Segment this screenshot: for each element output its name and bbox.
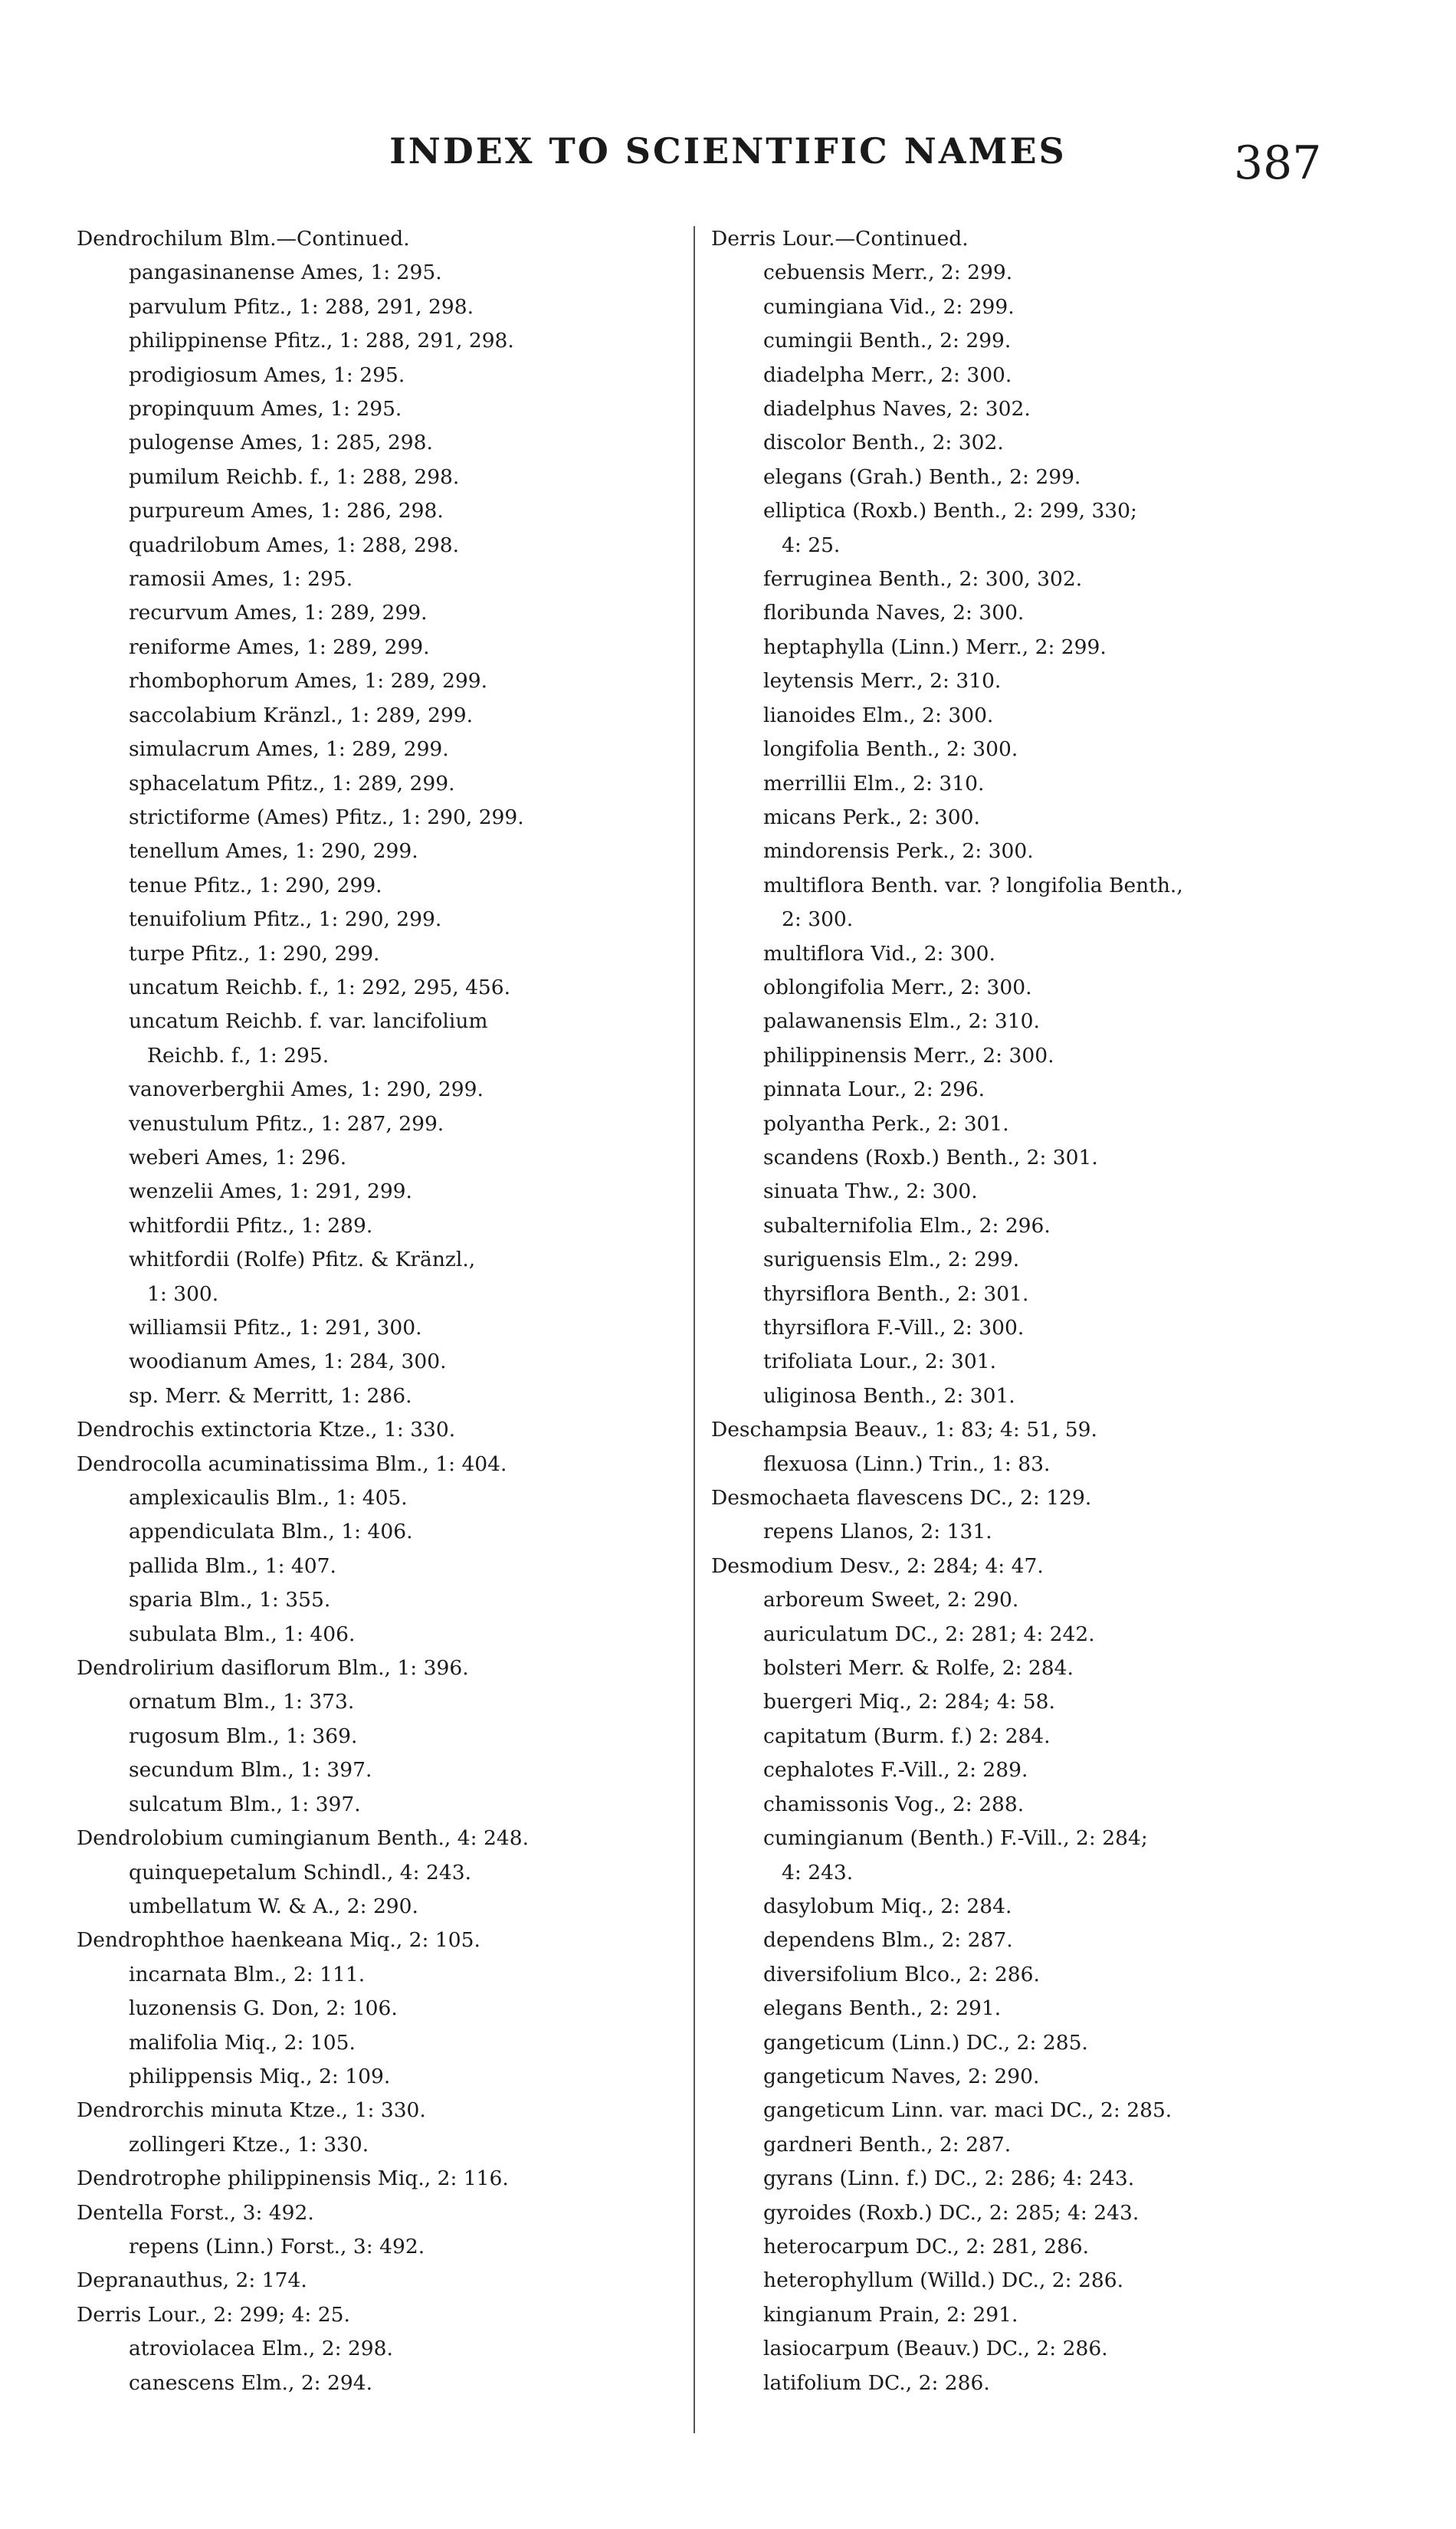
- index-subentry: oblongifolia Merr., 2: 300.: [763, 975, 1032, 999]
- index-subentry: scandens (Roxb.) Benth., 2: 301.: [763, 1145, 1098, 1169]
- index-subentry: thyrsiflora F.-Vill., 2: 300.: [763, 1316, 1025, 1340]
- index-subentry: zollingeri Ktze., 1: 330.: [129, 2132, 369, 2157]
- index-entry: Dendrotrophe philippinensis Miq., 2: 116.: [77, 2167, 509, 2191]
- index-subentry: tenue Pfitz., 1: 290, 299.: [129, 873, 382, 897]
- index-subentry: flexuosa (Linn.) Trin., 1: 83.: [763, 1451, 1051, 1476]
- index-entry: Dentella Forst., 3: 492.: [77, 2200, 314, 2225]
- index-subentry: recurvum Ames, 1: 289, 299.: [129, 601, 428, 625]
- index-subentry: auriculatum DC., 2: 281; 4: 242.: [763, 1622, 1095, 1646]
- index-subentry: luzonensis G. Don, 2: 106.: [129, 1996, 398, 2021]
- index-entry: Dendrocolla acuminatissima Blm., 1: 404.: [77, 1451, 507, 1476]
- index-subentry: cephalotes F.-Vill., 2: 289.: [763, 1758, 1028, 1783]
- index-subentry: strictiforme (Ames) Pfitz., 1: 290, 299.: [129, 805, 524, 829]
- index-subentry: canescens Elm., 2: 294.: [129, 2370, 373, 2395]
- index-subentry: reniforme Ames, 1: 289, 299.: [129, 635, 430, 659]
- index-subentry: incarnata Blm., 2: 111.: [129, 1962, 366, 1986]
- index-subentry: propinquum Ames, 1: 295.: [129, 397, 402, 422]
- index-subentry: atroviolacea Elm., 2: 298.: [129, 2337, 393, 2361]
- index-subentry: mindorensis Perk., 2: 300.: [763, 839, 1034, 864]
- index-subentry: uliginosa Benth., 2: 301.: [763, 1383, 1015, 1408]
- index-subentry: weberi Ames, 1: 296.: [129, 1145, 347, 1169]
- index-subentry: lianoides Elm., 2: 300.: [763, 703, 994, 727]
- index-subentry: discolor Benth., 2: 302.: [763, 431, 1004, 455]
- index-subentry: repens Llanos, 2: 131.: [763, 1520, 992, 1544]
- index-subentry: dasylobum Miq., 2: 284.: [763, 1894, 1012, 1918]
- index-subentry: multiflora Benth. var. ? longifolia Benth.,: [763, 873, 1183, 897]
- index-subentry: sphacelatum Pfitz., 1: 289, 299.: [129, 771, 455, 795]
- index-subentry: sulcatum Blm., 1: 397.: [129, 1792, 361, 1816]
- index-continuation: 4: 25.: [782, 533, 841, 557]
- index-subentry: parvulum Pfitz., 1: 288, 291, 298.: [129, 294, 474, 319]
- index-entry: Derris Lour., 2: 299; 4: 25.: [77, 2302, 350, 2327]
- index-subentry: gyrans (Linn. f.) DC., 2: 286; 4: 243.: [763, 2167, 1135, 2191]
- index-entry: Dendrochilum Blm.—Continued.: [77, 227, 410, 251]
- index-subentry: suriguensis Elm., 2: 299.: [763, 1248, 1020, 1272]
- page-title: INDEX TO SCIENTIFIC NAMES: [389, 130, 1067, 172]
- index-subentry: venustulum Pfitz., 1: 287, 299.: [129, 1111, 444, 1136]
- index-entry: Desmochaeta flavescens DC., 2: 129.: [711, 1486, 1092, 1511]
- index-subentry: uncatum Reichb. f., 1: 292, 295, 456.: [129, 975, 511, 999]
- index-subentry: repens (Linn.) Forst., 3: 492.: [129, 2234, 425, 2258]
- index-subentry: pumilum Reichb. f., 1: 288, 298.: [129, 464, 460, 489]
- index-subentry: buergeri Miq., 2: 284; 4: 58.: [763, 1690, 1055, 1714]
- index-subentry: leytensis Merr., 2: 310.: [763, 669, 1002, 694]
- index-subentry: heterocarpum DC., 2: 281, 286.: [763, 2234, 1090, 2258]
- index-subentry: whitfordii Pfitz., 1: 289.: [129, 1213, 373, 1238]
- index-subentry: ornatum Blm., 1: 373.: [129, 1690, 355, 1714]
- index-entry: Derris Lour.—Continued.: [711, 227, 969, 251]
- index-subentry: gangeticum (Linn.) DC., 2: 285.: [763, 2030, 1088, 2055]
- index-entry: Dendrolirium dasiflorum Blm., 1: 396.: [77, 1656, 469, 1681]
- index-subentry: gardneri Benth., 2: 287.: [763, 2132, 1012, 2157]
- index-column-left: [77, 222, 682, 2400]
- index-subentry: secundum Blm., 1: 397.: [129, 1758, 372, 1783]
- index-subentry: subalternifolia Elm., 2: 296.: [763, 1213, 1051, 1238]
- index-subentry: cumingiana Vid., 2: 299.: [763, 294, 1015, 319]
- index-subentry: heptaphylla (Linn.) Merr., 2: 299.: [763, 635, 1107, 659]
- index-subentry: diadelpha Merr., 2: 300.: [763, 362, 1012, 387]
- index-subentry: sparia Blm., 1: 355.: [129, 1588, 331, 1612]
- index-subentry: elliptica (Roxb.) Benth., 2: 299, 330;: [763, 499, 1137, 523]
- index-subentry: pallida Blm., 1: 407.: [129, 1553, 336, 1578]
- index-subentry: gyroides (Roxb.) DC., 2: 285; 4: 243.: [763, 2200, 1140, 2225]
- index-subentry: latifolium DC., 2: 286.: [763, 2370, 990, 2395]
- index-subentry: tenuifolium Pfitz., 1: 290, 299.: [129, 907, 442, 932]
- index-subentry: multiflora Vid., 2: 300.: [763, 941, 995, 966]
- index-continuation: 4: 243.: [782, 1860, 854, 1884]
- index-subentry: gangeticum Naves, 2: 290.: [763, 2064, 1040, 2088]
- index-subentry: philippinensis Merr., 2: 300.: [763, 1043, 1054, 1068]
- index-entry: Dendrophthoe haenkeana Miq., 2: 105.: [77, 1928, 480, 1953]
- index-subentry: tenellum Ames, 1: 290, 299.: [129, 839, 418, 864]
- index-subentry: kingianum Prain, 2: 291.: [763, 2302, 1018, 2327]
- index-subentry: heterophyllum (Willd.) DC., 2: 286.: [763, 2268, 1124, 2293]
- index-subentry: rugosum Blm., 1: 369.: [129, 1724, 358, 1748]
- index-entry: Depranauthus, 2: 174.: [77, 2268, 307, 2293]
- index-subentry: uncatum Reichb. f. var. lancifolium: [129, 1009, 488, 1034]
- index-subentry: williamsii Pfitz., 1: 291, 300.: [129, 1316, 422, 1340]
- index-subentry: philippensis Miq., 2: 109.: [129, 2064, 391, 2088]
- index-subentry: pulogense Ames, 1: 285, 298.: [129, 431, 433, 455]
- index-subentry: appendiculata Blm., 1: 406.: [129, 1520, 413, 1544]
- index-subentry: whitfordii (Rolfe) Pfitz. & Kränzl.,: [129, 1248, 476, 1272]
- index-subentry: micans Perk., 2: 300.: [763, 805, 980, 829]
- index-entry: Desmodium Desv., 2: 284; 4: 47.: [711, 1553, 1044, 1578]
- index-subentry: sp. Merr. & Merritt, 1: 286.: [129, 1383, 412, 1408]
- index-entry: Dendrorchis minuta Ktze., 1: 330.: [77, 2098, 426, 2123]
- index-subentry: arboreum Sweet, 2: 290.: [763, 1588, 1019, 1612]
- index-subentry: chamissonis Vog., 2: 288.: [763, 1792, 1025, 1816]
- index-subentry: subulata Blm., 1: 406.: [129, 1622, 356, 1646]
- index-subentry: longifolia Benth., 2: 300.: [763, 737, 1018, 762]
- index-subentry: cumingianum (Benth.) F.-Vill., 2: 284;: [763, 1826, 1148, 1851]
- index-subentry: rhombophorum Ames, 1: 289, 299.: [129, 669, 488, 694]
- index-subentry: amplexicaulis Blm., 1: 405.: [129, 1486, 408, 1511]
- index-continuation: Reichb. f., 1: 295.: [147, 1043, 330, 1068]
- index-subentry: elegans Benth., 2: 291.: [763, 1996, 1002, 2021]
- index-subentry: diadelphus Naves, 2: 302.: [763, 397, 1031, 422]
- index-subentry: sinuata Thw., 2: 300.: [763, 1179, 978, 1204]
- index-subentry: umbellatum W. & A., 2: 290.: [129, 1894, 418, 1918]
- index-subentry: wenzelii Ames, 1: 291, 299.: [129, 1179, 412, 1204]
- index-subentry: quadrilobum Ames, 1: 288, 298.: [129, 533, 459, 557]
- index-subentry: cebuensis Merr., 2: 299.: [763, 261, 1013, 285]
- index-subentry: ramosii Ames, 1: 295.: [129, 567, 353, 592]
- index-entry: Deschampsia Beauv., 1: 83; 4: 51, 59.: [711, 1418, 1097, 1442]
- index-subentry: woodianum Ames, 1: 284, 300.: [129, 1350, 447, 1374]
- index-subentry: quinquepetalum Schindl., 4: 243.: [129, 1860, 472, 1884]
- index-subentry: prodigiosum Ames, 1: 295.: [129, 362, 405, 387]
- index-continuation: 1: 300.: [147, 1281, 219, 1306]
- index-subentry: bolsteri Merr. & Rolfe, 2: 284.: [763, 1656, 1074, 1681]
- index-subentry: gangeticum Linn. var. maci DC., 2: 285.: [763, 2098, 1172, 2123]
- index-subentry: merrillii Elm., 2: 310.: [763, 771, 985, 795]
- index-subentry: dependens Blm., 2: 287.: [763, 1928, 1013, 1953]
- index-column-right: [711, 222, 1324, 2400]
- index-subentry: palawanensis Elm., 2: 310.: [763, 1009, 1040, 1034]
- index-subentry: vanoverberghii Ames, 1: 290, 299.: [129, 1078, 484, 1102]
- index-subentry: ferruginea Benth., 2: 300, 302.: [763, 567, 1083, 592]
- index-subentry: malifolia Miq., 2: 105.: [129, 2030, 356, 2055]
- index-subentry: purpureum Ames, 1: 286, 298.: [129, 499, 444, 523]
- index-subentry: pinnata Lour., 2: 296.: [763, 1078, 985, 1102]
- index-subentry: simulacrum Ames, 1: 289, 299.: [129, 737, 449, 762]
- index-entry: Dendrochis extinctoria Ktze., 1: 330.: [77, 1418, 456, 1442]
- index-subentry: philippinense Pfitz., 1: 288, 291, 298.: [129, 329, 514, 353]
- index-subentry: thyrsiflora Benth., 2: 301.: [763, 1281, 1029, 1306]
- page-number: 387: [1234, 136, 1322, 190]
- index-subentry: lasiocarpum (Beauv.) DC., 2: 286.: [763, 2337, 1108, 2361]
- index-subentry: cumingii Benth., 2: 299.: [763, 329, 1012, 353]
- index-subentry: turpe Pfitz., 1: 290, 299.: [129, 941, 380, 966]
- index-subentry: saccolabium Kränzl., 1: 289, 299.: [129, 703, 474, 727]
- index-subentry: elegans (Grah.) Benth., 2: 299.: [763, 464, 1081, 489]
- index-subentry: capitatum (Burm. f.) 2: 284.: [763, 1724, 1051, 1748]
- index-subentry: floribunda Naves, 2: 300.: [763, 601, 1025, 625]
- index-subentry: pangasinanense Ames, 1: 295.: [129, 261, 442, 285]
- index-subentry: trifoliata Lour., 2: 301.: [763, 1350, 997, 1374]
- index-subentry: diversifolium Blco., 2: 286.: [763, 1962, 1040, 1986]
- column-divider: [694, 226, 695, 2433]
- index-continuation: 2: 300.: [782, 907, 854, 932]
- index-entry: Dendrolobium cumingianum Benth., 4: 248.: [77, 1826, 530, 1851]
- index-subentry: polyantha Perk., 2: 301.: [763, 1111, 1009, 1136]
